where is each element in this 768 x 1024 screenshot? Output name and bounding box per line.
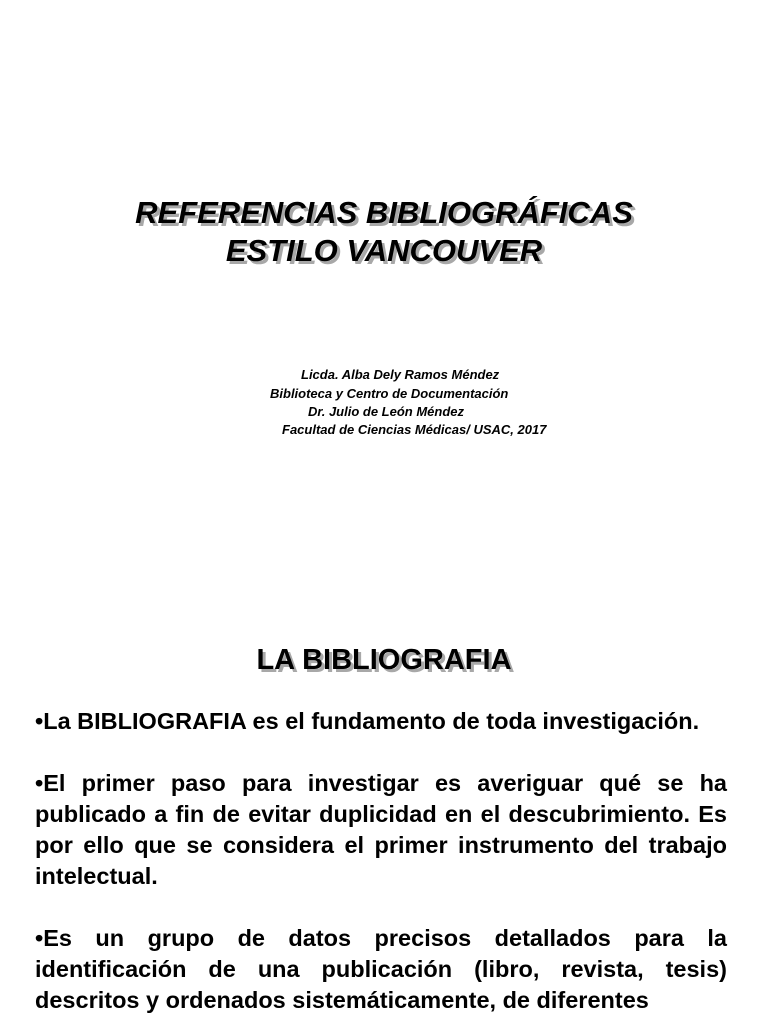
bullet-list [35, 706, 727, 1024]
presentation-title [0, 194, 768, 270]
title-line-1: REFERENCIAS BIBLIOGRÁFICAS [135, 195, 633, 230]
bullet-item: •Es un grupo de datos precisos detallados para la identificación de una publicación (libro, revista, tesis) descritos y ordenados sistemáticamente, de diferentes [35, 925, 727, 1013]
title-line-2: ESTILO VANCOUVER [225, 233, 543, 268]
bullet-item: •El primer paso para investigar es averiguar qué se ha publicado a fin de evitar duplicidad en el descubrimiento. Es por ello que se considera el primer instrumento del trabajo intelectual. [35, 770, 727, 889]
author-name: Licda. Alba Dely Ramos Méndez [301, 367, 500, 382]
author-department: Biblioteca y Centro de Documentación [270, 386, 509, 401]
bullet-item: •La BIBLIOGRAFIA es el fundamento de toda investigación. [35, 708, 700, 734]
author-institution: Facultad de Ciencias Médicas/ USAC, 2017 [282, 422, 547, 437]
section-heading: LA BIBLIOGRAFIA [256, 644, 512, 676]
content-slide [0, 580, 768, 1024]
author-coauthor: Dr. Julio de León Méndez [308, 404, 465, 419]
